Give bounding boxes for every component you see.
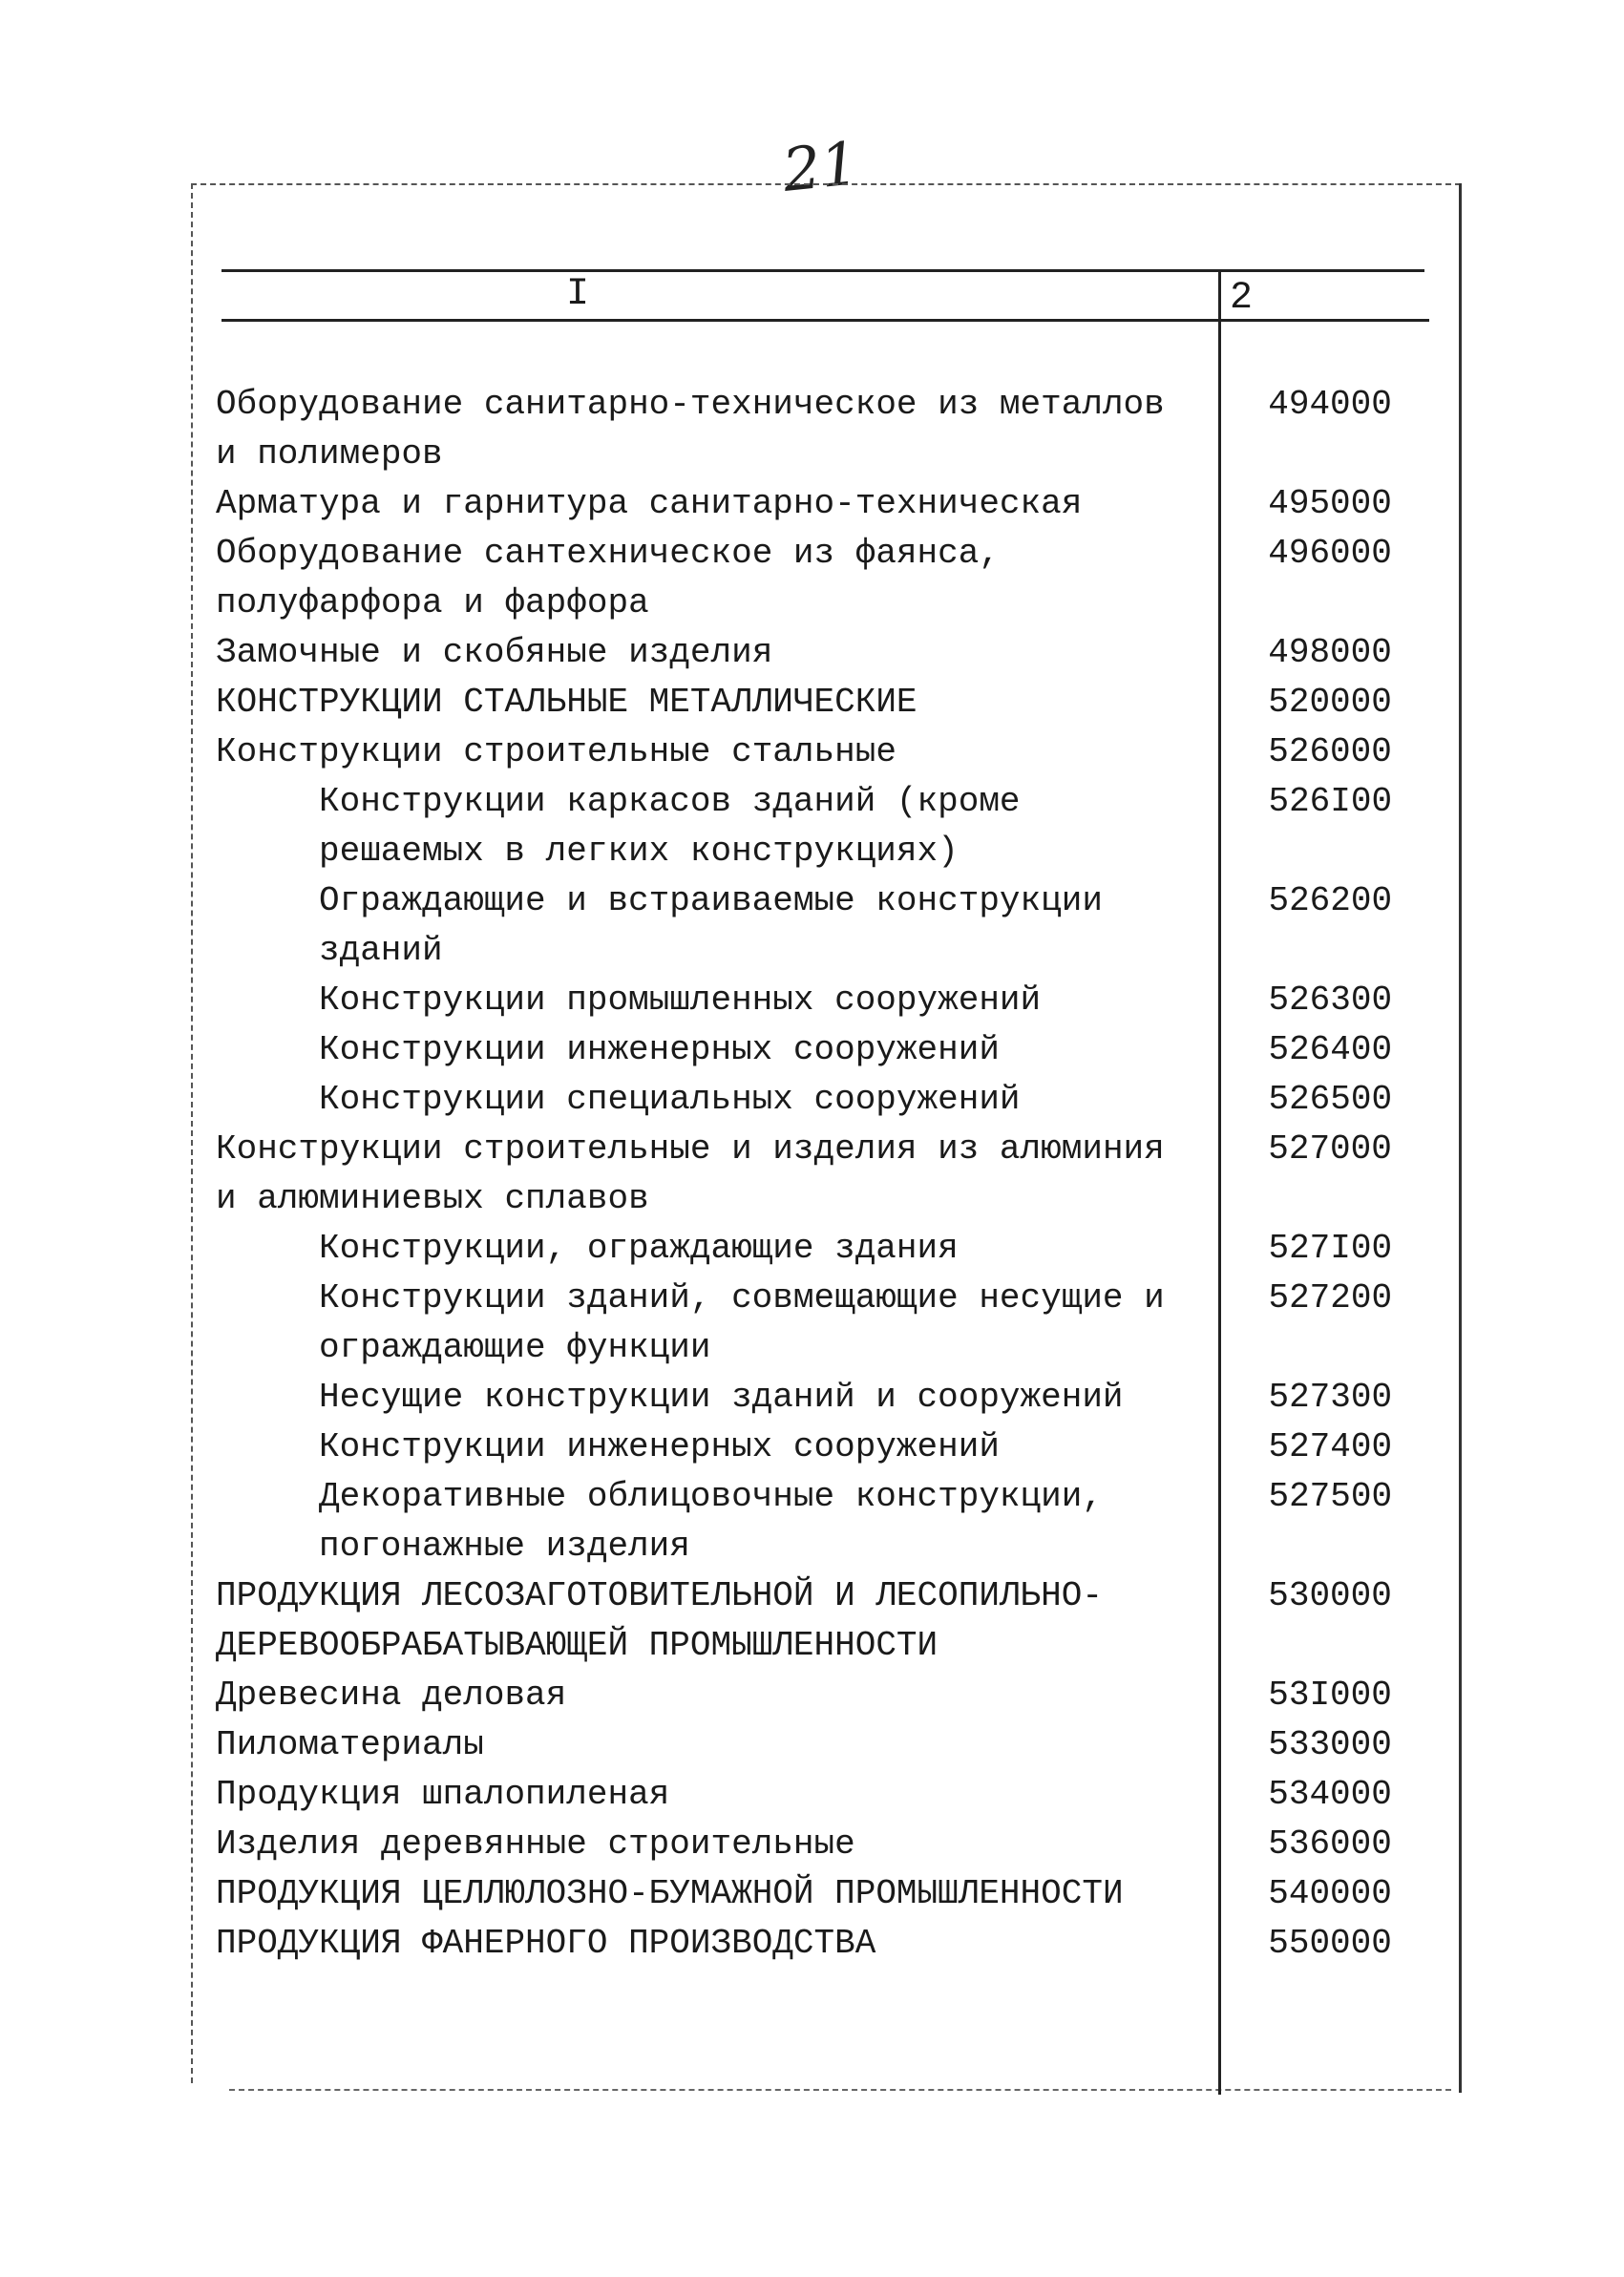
table-row	[216, 1125, 1457, 1224]
product-name: Арматура и гарнитура санитарно-техническая	[216, 484, 1083, 523]
product-code: 526300	[1268, 980, 1393, 1020]
product-name: Конструкции, ограждающие здания	[319, 1229, 959, 1268]
frame-top-border	[191, 183, 1461, 185]
product-name: Несущие конструкции зданий и сооружений	[319, 1378, 1124, 1417]
table-row	[216, 1373, 1457, 1423]
frame-bottom-border	[229, 2089, 1451, 2091]
table-row	[216, 628, 1457, 678]
product-code: 494000	[1268, 385, 1392, 424]
product-name: Конструкции инженерных сооружений	[319, 1427, 1000, 1466]
table-row	[216, 1720, 1457, 1770]
table-header-top-rule	[221, 269, 1424, 272]
product-name: Изделия деревянные строительные	[216, 1824, 855, 1864]
product-code: 527400	[1268, 1427, 1393, 1466]
frame-left-border	[191, 183, 193, 2083]
product-code: 527500	[1268, 1477, 1393, 1516]
table-row	[216, 1472, 1457, 1571]
product-name: Конструкции строительные стальные	[216, 732, 896, 771]
table-row	[216, 529, 1457, 628]
product-name: ПРОДУКЦИЯ ЦЕЛЛЮЛОЗНО-БУМАЖНОЙ ПРОМЫШЛЕННОСТИ	[216, 1874, 1124, 1913]
product-name: ПРОДУКЦИЯ ФАНЕРНОГО ПРОИЗВОДСТВА	[216, 1924, 876, 1963]
product-name: Конструкции инженерных сооружений	[319, 1030, 1000, 1069]
table-row	[216, 1770, 1457, 1820]
column-header-1: I	[565, 273, 589, 316]
product-name: Пиломатериалы	[216, 1725, 484, 1764]
table-row	[216, 727, 1457, 777]
product-code: 530000	[1268, 1576, 1392, 1615]
product-code: 527200	[1268, 1278, 1393, 1318]
product-code: 495000	[1268, 484, 1392, 523]
table-row	[216, 1571, 1457, 1671]
product-code: 498000	[1268, 633, 1392, 672]
table-row	[216, 380, 1457, 479]
table-row	[216, 1025, 1457, 1075]
product-code: 526I00	[1268, 782, 1393, 821]
product-name: Оборудование санитарно-техническое из металлов и полимеров	[216, 385, 1165, 474]
product-name: Конструкции каркасов зданий (кроме решаемых в легких конструкциях)	[319, 782, 1021, 871]
product-code: 53I000	[1268, 1676, 1392, 1715]
table-row	[216, 1820, 1457, 1869]
product-name: КОНСТРУКЦИИ СТАЛЬНЫЕ МЕТАЛЛИЧЕСКИЕ	[216, 683, 917, 722]
column-header-2: 2	[1230, 277, 1254, 320]
product-name: Продукция шпалопиленая	[216, 1775, 670, 1814]
table-row	[216, 1274, 1457, 1373]
product-name: Оборудование сантехническое из фаянса, полуфарфора и фарфора	[216, 534, 1000, 622]
product-code: 527300	[1268, 1378, 1393, 1417]
table-row	[216, 1423, 1457, 1472]
product-code: 534000	[1268, 1775, 1392, 1814]
product-name: Конструкции специальных сооружений	[319, 1080, 1021, 1119]
page-number: 21	[779, 128, 862, 205]
product-code: 526500	[1268, 1080, 1393, 1119]
table-row	[216, 1869, 1457, 1919]
table-row	[216, 479, 1457, 529]
product-name: Замочные и скобяные изделия	[216, 633, 773, 672]
table-row	[216, 976, 1457, 1025]
product-code: 527I00	[1268, 1229, 1393, 1268]
product-code: 526000	[1268, 732, 1392, 771]
product-code: 540000	[1268, 1874, 1392, 1913]
table-row	[216, 678, 1457, 727]
product-name: Ограждающие и встраиваемые конструкции зданий	[319, 881, 1103, 970]
table-row	[216, 1671, 1457, 1720]
product-name: Декоративные облицовочные конструкции, погонажные изделия	[319, 1477, 1103, 1566]
product-name: Конструкции промышленных сооружений	[319, 980, 1042, 1020]
table-body	[216, 380, 1457, 1969]
product-code: 527000	[1268, 1129, 1392, 1169]
product-code: 533000	[1268, 1725, 1392, 1764]
frame-right-border	[1459, 183, 1462, 2093]
product-code: 526400	[1268, 1030, 1393, 1069]
product-code: 550000	[1268, 1924, 1392, 1963]
table-row	[216, 1224, 1457, 1274]
table-row	[216, 876, 1457, 976]
product-name: Конструкции зданий, совмещающие несущие и ограждающие функции	[319, 1278, 1165, 1367]
product-name: ПРОДУКЦИЯ ЛЕСОЗАГОТОВИТЕЛЬНОЙ И ЛЕСОПИЛЬНО-ДЕРЕВООБРАБАТЫВАЮЩЕЙ ПРОМЫШЛЕННОСТИ	[216, 1576, 1103, 1665]
table-row	[216, 1075, 1457, 1125]
product-code: 526200	[1268, 881, 1393, 920]
product-code: 520000	[1268, 683, 1392, 722]
table-row	[216, 1919, 1457, 1969]
product-name: Древесина деловая	[216, 1676, 567, 1715]
product-code: 496000	[1268, 534, 1392, 573]
product-name: Конструкции строительные и изделия из алюминия и алюминиевых сплавов	[216, 1129, 1165, 1218]
product-code: 536000	[1268, 1824, 1392, 1864]
table-row	[216, 777, 1457, 876]
